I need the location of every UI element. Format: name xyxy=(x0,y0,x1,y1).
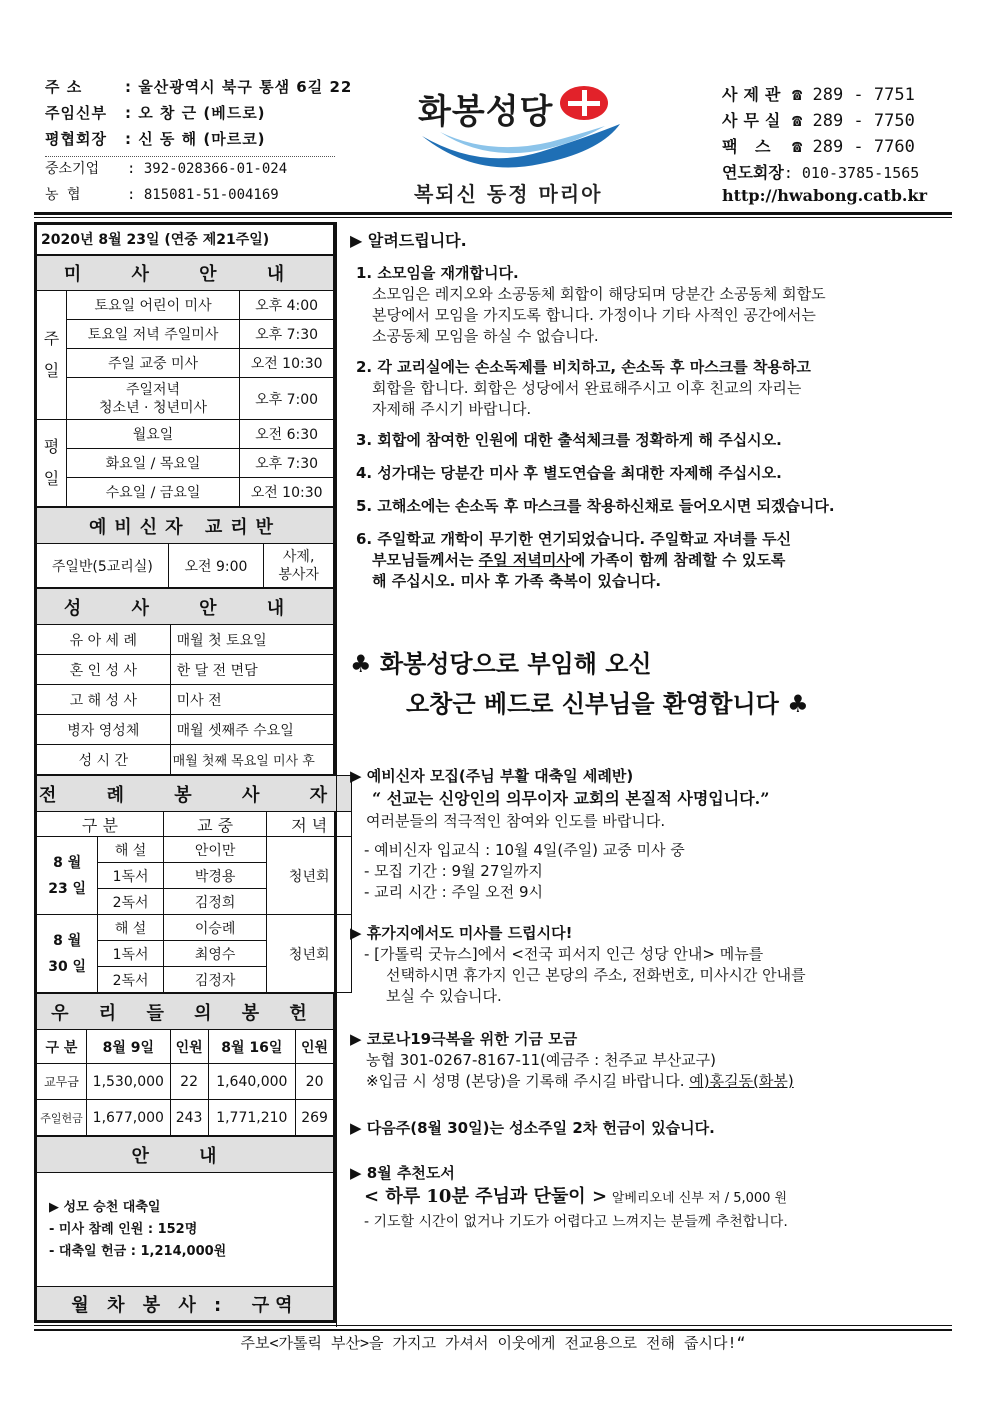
sacrament-name: 고 해 성 사 xyxy=(37,685,171,715)
announce-item: 5. 고해소에는 손소독 후 마스크를 착용하신채로 들어오시면 되겠습니다. xyxy=(356,497,835,515)
notice-line: - 대축일 헌금 : 1,214,000원 xyxy=(49,1243,227,1259)
sacrament-info: 미사 전 xyxy=(170,685,333,715)
announce-item: 6. 주일학교 개학이 무기한 연기되었습니다. 주일학교 자녀를 두신 부모님들께서는 주일 저녁미사에 가족이 함께 참례할 수 있도록 해 주십시오. 미사 후 가족 축복이 있습니다. xyxy=(356,530,792,590)
offering-head-count16: 인원 xyxy=(296,1030,334,1064)
mass-section-title: 미 사 안 내 xyxy=(37,255,334,291)
header-divider xyxy=(45,156,335,157)
nextweek-block xyxy=(350,1118,950,1139)
header-info-right xyxy=(722,82,962,212)
liturgy-head-category: 구 분 xyxy=(37,812,164,837)
vacation-title: ▶ 휴가지에서도 미사를 드립시다! xyxy=(350,924,573,942)
welcome-line-1: ♣ 화봉성당으로 부임해 오신 xyxy=(350,650,652,678)
book-name: < 하루 10분 주님과 단둘이 > xyxy=(364,1186,608,1207)
sacrament-info: 한 달 전 면담 xyxy=(170,655,333,685)
liturgy-role: 2독서 xyxy=(98,889,164,915)
footer-rule-thick xyxy=(34,1329,952,1331)
notice-head: ▶ 성모 승천 대축일 xyxy=(49,1199,161,1215)
announce-item: 4. 성가대는 당분간 미사 후 별도연습을 최대한 자제해 주십시오. xyxy=(356,464,782,482)
notice-body xyxy=(37,1173,334,1287)
offering-count: 269 xyxy=(296,1100,334,1136)
sacrament-name: 혼 인 성 사 xyxy=(37,655,171,685)
mass-time: 오후 7:30 xyxy=(240,449,334,478)
left-column xyxy=(34,222,350,1323)
corona-note: ※입금 시 성명 (본당)을 기록해 주시길 바랍니다. 예)홍길동(화봉) xyxy=(366,1072,794,1090)
sacrament-name: 유 아 세 례 xyxy=(37,625,171,655)
offering-amount: 1,771,210 xyxy=(208,1100,296,1136)
sacrament-name: 병자 영성체 xyxy=(37,715,171,745)
mass-name: 화요일 / 목요일 xyxy=(66,449,239,478)
footer-rule-thin xyxy=(34,1325,952,1326)
liturgy-evening: 청년회 xyxy=(267,837,352,915)
liturgy-role: 1독서 xyxy=(98,863,164,889)
weekday-label: 평 일 xyxy=(37,420,67,507)
mass-table xyxy=(36,224,334,507)
notice-section-title: 안 내 xyxy=(37,1137,334,1173)
offering-type: 교무금 xyxy=(37,1064,87,1100)
header-info-left xyxy=(45,76,353,210)
recruit-title: ▶ 예비신자 모집(주님 부활 대축일 세례반) xyxy=(350,767,634,785)
account-row-1: 중소기업 : 392-028366-01-024 xyxy=(45,161,288,177)
church-name: 화봉성당 xyxy=(418,92,554,132)
rectory-row: 사제관 ☎ 289 - 7751 xyxy=(722,85,915,105)
council-row: 평협회장 : 신 동 해 (마르코) xyxy=(45,130,266,148)
vacation-block: ▶ 휴가지에서도 미사를 드립시다! - [가톨릭 굿뉴스]에서 <전국 피서지 인근 성당 안내> 메뉴를 선택하시면 휴가지 인근 본당의 주소, 전화번호, 미사시간 안내를 보실 수 있습니다. xyxy=(350,923,950,1007)
bulletin-date-row xyxy=(37,225,334,255)
liturgy-role: 해 설 xyxy=(98,915,164,941)
offering-table xyxy=(36,993,334,1136)
mass-time: 오후 7:00 xyxy=(240,378,334,420)
announce-item: 2. 각 교리실에는 손소독제를 비치하고, 손소독 후 마스크를 착용하고 회합을 합니다. 회합은 성당에서 완료해주시고 이후 친교의 자리는 자제해 주시기 바랍니다. xyxy=(356,358,811,418)
liturgy-head-evening: 저 녁 xyxy=(267,812,352,837)
corona-block xyxy=(350,1029,950,1092)
offering-amount: 1,640,000 xyxy=(208,1064,296,1100)
recruit-item: - 예비신자 입교식 : 10월 4일(주일) 교중 미사 중 xyxy=(364,841,685,859)
recruit-desc: 여러분들의 적극적인 참여와 인도를 바랍니다. xyxy=(366,812,666,830)
offering-section-title: 우 리 들 의 봉 헌 xyxy=(37,994,334,1030)
announce-item: 1. 소모임을 재개합니다. 소모임은 레지오와 소공동체 회합이 해당되며 당분간 소공동체 회합도 본당에서 모임을 가지도록 합니다. 가정이나 기타 사적인 공간에서는 소공동체 모임을 하실 수 없습니다. xyxy=(356,264,826,345)
liturgy-person: 김정희 xyxy=(163,889,267,915)
liturgy-person: 김정자 xyxy=(163,967,267,993)
yeondo-row: 연도회장: 010-3785-1565 xyxy=(722,163,920,182)
recruit-item: - 모집 기간 : 9월 27일까지 xyxy=(364,862,543,880)
sacrament-info: 매월 첫째 목요일 미사 후 xyxy=(170,745,333,775)
mass-time: 오전 10:30 xyxy=(240,349,334,378)
church-logo xyxy=(410,82,640,206)
recruit-quote: “ 선교는 신앙인의 의무이자 교회의 본질적 사명입니다.” xyxy=(372,789,770,808)
corona-account: 농협 301-0267-8167-11(예금주 : 천주교 부산교구) xyxy=(366,1051,717,1069)
nextweek-notice: ▶ 다음주(8월 30일)는 성소주일 2차 헌금이 있습니다. xyxy=(350,1119,715,1137)
header-rule-thick xyxy=(34,212,952,215)
liturgy-person: 이승례 xyxy=(163,915,267,941)
catechumen-time: 오전 9:00 xyxy=(168,544,264,588)
sacrament-table xyxy=(36,588,334,775)
book-title: ▶ 8월 추천도서 xyxy=(350,1164,455,1182)
liturgy-role: 해 설 xyxy=(98,837,164,863)
catechumen-class: 주일반(5교리실) xyxy=(37,544,169,588)
liturgy-role: 2독서 xyxy=(98,967,164,993)
website-link[interactable]: http://hwabong.catb.kr xyxy=(722,186,927,205)
address-row: 주 소 : 울산광역시 북구 통샘 6길 22 xyxy=(45,78,353,96)
liturgy-table xyxy=(36,775,352,993)
liturgy-section-title: 전 례 봉 사 자 xyxy=(37,776,352,812)
book-block xyxy=(350,1163,950,1233)
offering-amount: 1,677,000 xyxy=(86,1100,170,1136)
office-row: 사무실 ☎ 289 - 7750 xyxy=(722,111,915,131)
liturgy-evening: 청년회 xyxy=(267,915,352,993)
offering-type: 주일헌금 xyxy=(37,1100,87,1136)
offering-amount: 1,530,000 xyxy=(86,1064,170,1100)
sacrament-section-title: 성 사 안 내 xyxy=(37,589,334,625)
fax-row: 팩 스 ☎ 289 - 7760 xyxy=(722,137,915,157)
offering-head-count9: 인원 xyxy=(170,1030,208,1064)
mass-name: 월요일 xyxy=(66,420,239,449)
offering-count: 22 xyxy=(170,1064,208,1100)
mass-time: 오후 4:00 xyxy=(240,291,334,320)
patron-saint: 복되신 동정 마리아 xyxy=(414,182,603,206)
mass-time: 오후 7:30 xyxy=(240,320,334,349)
sacrament-info: 매월 첫 토요일 xyxy=(170,625,333,655)
notice-line: - 미사 참례 인원 : 152명 xyxy=(49,1221,198,1237)
offering-head-aug16: 8월 16일 xyxy=(208,1030,296,1064)
mass-name: 토요일 어린이 미사 xyxy=(66,291,239,320)
offering-count: 20 xyxy=(296,1064,334,1100)
pastor-row: 주임신부 : 오 창 근 (베드로) xyxy=(45,104,266,122)
offering-head-aug9: 8월 9일 xyxy=(86,1030,170,1064)
welcome-banner xyxy=(350,644,950,724)
book-author: 알베리오네 신부 저 / 5,000 원 xyxy=(611,1191,788,1206)
liturgy-date: 8 월 23 일 xyxy=(37,837,98,915)
welcome-line-2: 오창근 베드로 신부님을 환영합니다 ♣ xyxy=(406,690,809,718)
mass-name: 토요일 저녁 주일미사 xyxy=(66,320,239,349)
liturgy-role: 1독서 xyxy=(98,941,164,967)
catechumen-section-title: 예비신자 교리반 xyxy=(37,508,334,544)
notice-table xyxy=(36,1136,334,1321)
recruit-block xyxy=(350,766,950,903)
corona-title: ▶ 코로나19극복을 위한 기금 모금 xyxy=(350,1030,578,1048)
right-column xyxy=(350,228,950,592)
sacrament-info: 매월 셋째주 수요일 xyxy=(170,715,333,745)
mass-name: 주일 교중 미사 xyxy=(66,349,239,378)
mass-name: 수요일 / 금요일 xyxy=(66,478,239,507)
monthly-service-row: 월 차 봉 사 : 구역 xyxy=(37,1287,334,1321)
liturgy-person: 최영수 xyxy=(163,941,267,967)
mass-name: 주일저녁 청소년 · 청년미사 xyxy=(66,378,239,420)
liturgy-head-main: 교 중 xyxy=(163,812,267,837)
announce-item: 3. 회합에 참여한 인원에 대한 출석체크를 정확하게 해 주십시오. xyxy=(356,431,782,449)
cross-icon xyxy=(560,86,608,120)
catechumen-table xyxy=(36,507,334,588)
liturgy-date: 8 월 30 일 xyxy=(37,915,98,993)
sacrament-name: 성 시 간 xyxy=(37,745,171,775)
liturgy-person: 안이만 xyxy=(163,837,267,863)
offering-head-type: 구 분 xyxy=(37,1030,87,1064)
column-divider xyxy=(336,222,337,1327)
account-row-2: 농 협 : 815081-51-004169 xyxy=(45,187,279,203)
sunday-label: 주 일 xyxy=(37,291,67,420)
header-rule-thin xyxy=(34,217,952,218)
mass-time: 오전 10:30 xyxy=(240,478,334,507)
offering-count: 243 xyxy=(170,1100,208,1136)
book-desc: - 기도할 시간이 없거나 기도가 어렵다고 느껴지는 분들께 추천합니다. xyxy=(364,1214,788,1230)
recruit-item: - 교리 시간 : 주일 오전 9시 xyxy=(364,883,544,901)
wave-logo-icon xyxy=(420,122,620,172)
footer-message: 주보<가톨릭 부산>을 가지고 가셔서 이웃에게 전교용으로 전해 줍시다!“ xyxy=(240,1334,746,1352)
liturgy-person: 박경용 xyxy=(163,863,267,889)
bulletin-date: 2020년 8월 23일 (연중 제21주일) xyxy=(37,225,334,255)
catechumen-teacher: 사제, 봉사자 xyxy=(264,544,334,588)
right-column-lower xyxy=(350,766,950,1233)
mass-time: 오전 6:30 xyxy=(240,420,334,449)
announce-title: ▶ 알려드립니다. xyxy=(350,231,467,250)
